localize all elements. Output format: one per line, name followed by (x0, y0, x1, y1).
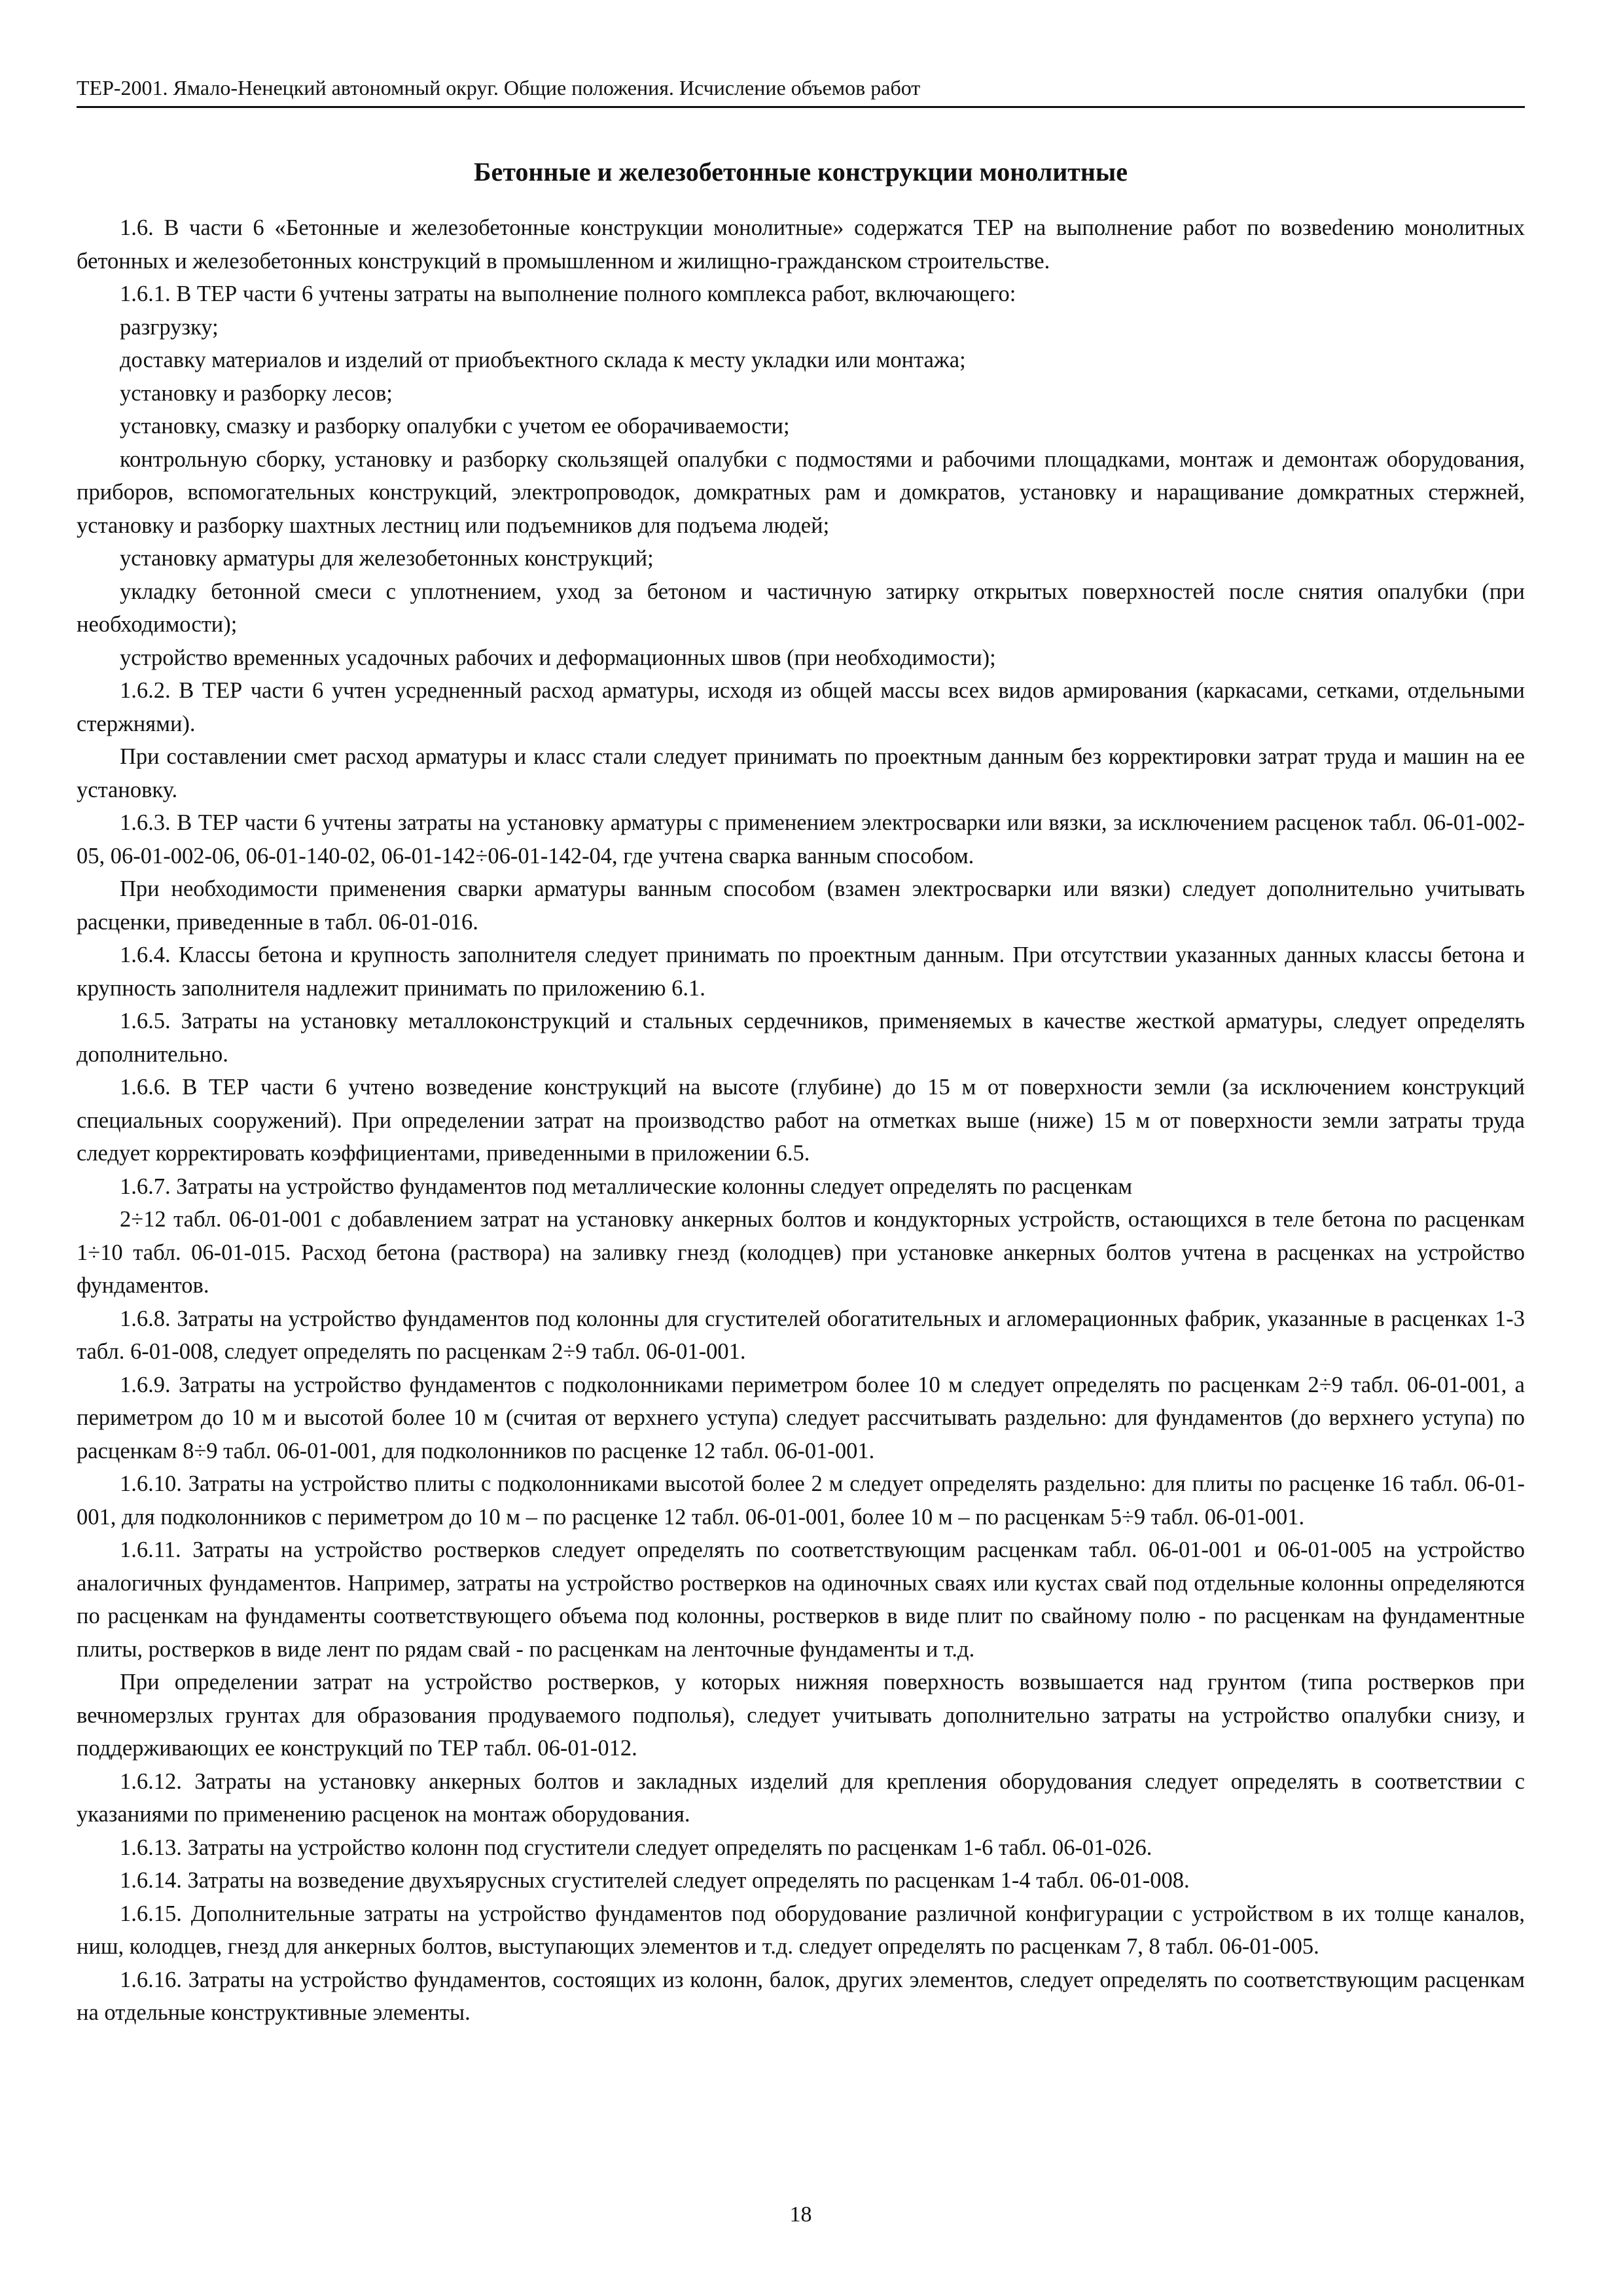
paragraph: При составлении смет расход арматуры и класс стали следует принимать по проектным данным без корректировки затрат труда и машин на ее установку. (77, 744, 1525, 802)
paragraph: 1.6.6. В ТЕР части 6 учтено возведение конструкций на высоте (глубине) до 15 м от поверхности земли (за исключением конструкций специальных сооружений). При определении затрат на производство работ на отметках выше (ниже) 15 м от поверхности земли затраты труда следует корректировать коэффициентами, приведенными в приложении 6.5. (77, 1075, 1525, 1166)
paragraph: 1.6.13. Затраты на устройство колонн под сгустители следует определять по расценкам 1-6 табл. 06-01-026. (120, 1835, 1152, 1860)
document-page (77, 0, 1525, 2296)
paragraph: 1.6.12. Затраты на установку анкерных болтов и закладных изделий для крепления оборудования следует определять в соответствии с указаниями по применению расценок на монтаж оборудования. (77, 1768, 1525, 1827)
list-item: установку арматуры для железобетонных конструкций; (120, 546, 654, 571)
paragraph: 1.6. В части 6 «Бетонные и железобетонные конструкции монолитные» содержатся ТЕР на выполнение работ по возвеdению монолитных бетонных и железобетонных конструкций в промышленном и жилищно-гражданском строительстве. (77, 215, 1525, 274)
paragraph: 1.6.4. Классы бетона и крупность заполнителя следует принимать по проектным данным. При отсутствии указанных данных классы бетона и крупность заполнителя надлежит принимать по приложению 6.1. (77, 942, 1525, 1001)
header-rule (77, 106, 1525, 108)
list-item: доставку материалов и изделий от приобъектного склада к месту укладки или монтажа; (120, 348, 966, 372)
paragraph: 1.6.1. В ТЕР части 6 учтены затраты на выполнение полного комплекса работ, включающего: (120, 281, 1016, 306)
paragraph: 1.6.10. Затраты на устройство плиты с подколонниками высотой более 2 м следует определять раздельно: для плиты по расценке 16 табл. 06-01-001, для подколонников с периметром до 10 м – по расценке 12 табл. 06-01-001, более 10 м – по расценкам 5÷9 табл. 06-01-001. (77, 1471, 1525, 1530)
paragraph: 1.6.2. В ТЕР части 6 учтен усредненный расход арматуры, исходя из общей массы всех видов армирования (каркасами, сетками, отдельными стержнями). (77, 678, 1525, 736)
paragraph: 1.6.16. Затраты на устройство фундаментов, состоящих из колонн, балок, других элементов, следует определять по соответствующим расценкам на отдельные конструктивные элементы. (77, 1967, 1525, 2025)
list-item: установку, смазку и разборку опалубки с учетом ее оборачиваемости; (120, 414, 790, 439)
paragraph: 1.6.7. Затраты на устройство фундаментов под металлические колонны следует определять по расценкам (120, 1174, 1133, 1199)
paragraph: При необходимости применения сварки арматуры ванным способом (взамен электросварки или вязки) следует дополнительно учитывать расценки, приведенные в табл. 06-01-016. (77, 876, 1525, 935)
paragraph: 1.6.11. Затраты на устройство ростверков следует определять по соответствующим расценкам табл. 06-01-001 и 06-01-005 на устройство аналогичных фундаментов. Например, затраты на устройство ростверков на одиночных сваях или кустах свай под отдельные колонны определяются по расценкам на фундаменты соответствующего объема под колонны, ростверков в виде плит по свайному полю - по расценкам на фундаментные плиты, ростверков в виде лент по рядам свай - по расценкам на ленточные фундаменты и т.д. (77, 1537, 1525, 1662)
paragraph: 1.6.14. Затраты на возведение двухъярусных сгустителей следует определять по расценкам 1-4 табл. 06-01-008. (120, 1868, 1190, 1893)
list-item: устройство временных усадочных рабочих и деформационных швов (при необходимости); (120, 645, 996, 670)
paragraph: 1.6.5. Затраты на установку металлоконструкций и стальных сердечников, применяемых в качестве жесткой арматуры, следует определять дополнительно. (77, 1009, 1525, 1067)
paragraph: При определении затрат на устройство ростверков, у которых нижняя поверхность возвышается над грунтом (типа ростверков при вечномерзлых грунтах для образования продуваемого подполья), следует учитывать дополнительно затраты на устройство опалубки снизу, и поддерживающих ее конструкций по ТЕР табл. 06-01-012. (77, 1670, 1525, 1761)
list-item: контрольную сборку, установку и разборку скользящей опалубки с подмостями и рабочими площадками, монтаж и демонтаж оборудования, приборов, вспомогательных конструкций, электропроводок, домкратных рам и домкратов, установку и наращивание домкратных стержней, установку и разборку шахтных лестниц или подъемников для подъема людей; (77, 446, 1525, 538)
section-title: Бетонные и железобетонные конструкции монолитные (474, 157, 1128, 187)
page-number: 18 (789, 2202, 812, 2227)
list-item: разгрузку; (120, 314, 219, 340)
running-header: ТЕР-2001. Ямало-Ненецкий автономный округ. Общие положения. Исчисление объемов работ (77, 76, 921, 99)
body-text (77, 211, 1525, 2030)
list-item: установку и разборку лесов; (120, 380, 393, 406)
paragraph: 1.6.9. Затраты на устройство фундаментов с подколонниками периметром более 10 м следует определять по расценкам 2÷9 табл. 06-01-001, а периметром до 10 м и высотой более 10 м (считая от верхнего уступа) следует рассчитывать раздельно: для фундаментов (до верхнего уступа) по расценкам 8÷9 табл. 06-01-001, для подколонников по расценке 12 табл. 06-01-001. (77, 1372, 1525, 1463)
paragraph: 2÷12 табл. 06-01-001 с добавлением затрат на установку анкерных болтов и кондукторных устройств, остающихся в теле бетона по расценкам 1÷10 табл. 06-01-015. Расход бетона (раствора) на заливку гнезд (колодцев) при установке анкерных болтов учтена в расценках на устройство фундаментов. (77, 1207, 1525, 1298)
list-item: укладку бетонной смеси с уплотнением, уход за бетоном и частичную затирку открытых поверхностей после снятия опалубки (при необходимости); (77, 579, 1525, 637)
paragraph: 1.6.15. Дополнительные затраты на устройство фундаментов под оборудование различной конфигурации с устройством в их толще каналов, ниш, колодцев, гнезд для анкерных болтов, выступающих элементов и т.д. следует определять по расценкам 7, 8 табл. 06-01-005. (77, 1901, 1525, 1959)
paragraph: 1.6.3. В ТЕР части 6 учтены затраты на установку арматуры с применением электросварки или вязки, за исключением расценок табл. 06-01-002-05, 06-01-002-06, 06-01-140-02, 06-01-142÷06-01-142-04, где учтена сварка ванным способом. (77, 810, 1525, 869)
paragraph: 1.6.8. Затраты на устройство фундаментов под колонны для сгустителей обогатительных и агломерационных фабрик, указанные в расценках 1-3 табл. 6-01-008, следует определять по расценкам 2÷9 табл. 06-01-001. (77, 1306, 1525, 1364)
